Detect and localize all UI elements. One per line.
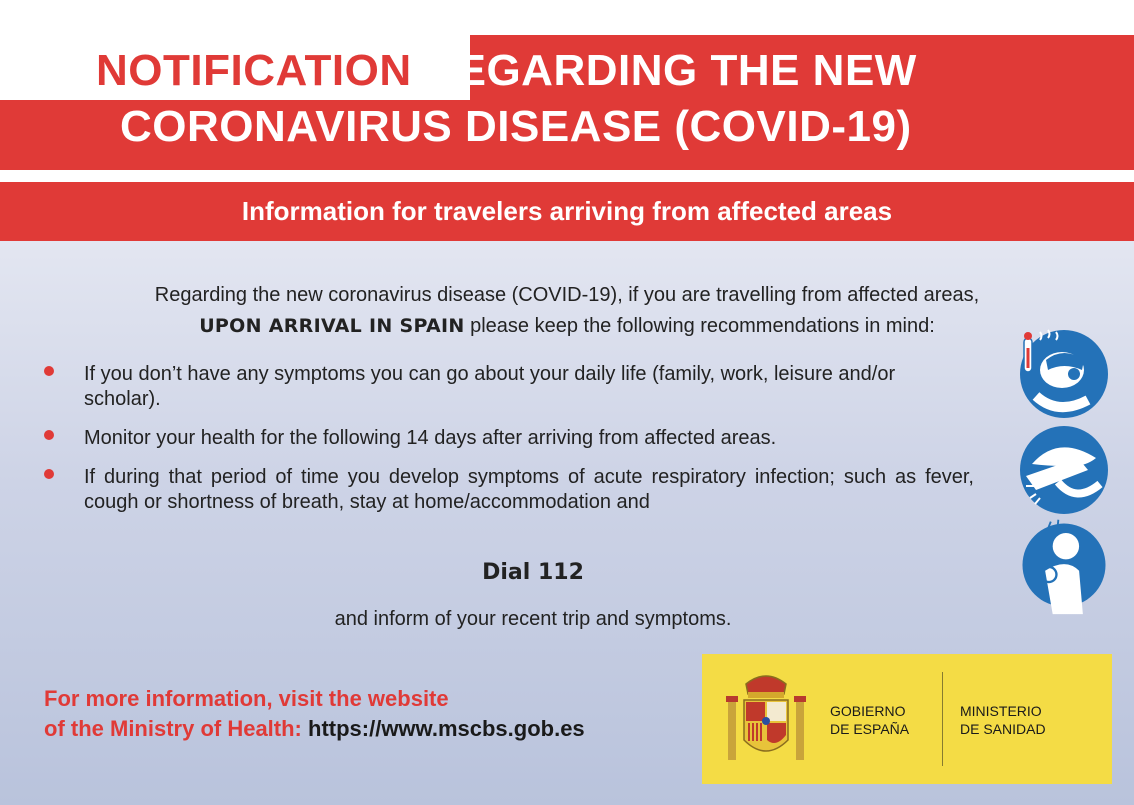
more-info-line1: For more information, visit the website bbox=[44, 686, 449, 711]
intro-line2 bbox=[40, 311, 1094, 342]
intro-line2-rest: please keep the following recommendations in mind: bbox=[464, 315, 935, 337]
list-item: If during that period of time you develop symptoms of acute respiratory infection; such as fever, cough or shortness of breath, stay at home/accommodation and bbox=[44, 465, 974, 515]
subtitle-banner bbox=[0, 182, 1134, 241]
bullet-dot bbox=[44, 430, 54, 440]
list-item: Monitor your health for the following 14 days after arriving from affected areas. bbox=[44, 426, 974, 451]
gobierno-label: GOBIERNO DE ESPAÑA bbox=[830, 703, 910, 737]
bullet-dot bbox=[44, 366, 54, 376]
top-white-strip bbox=[0, 0, 1134, 35]
cough-icon bbox=[1018, 424, 1110, 524]
inform-text: and inform of your recent trip and symptoms. bbox=[334, 608, 732, 630]
logo-divider bbox=[942, 672, 943, 766]
fever-icon bbox=[1018, 326, 1110, 426]
more-info bbox=[44, 684, 585, 744]
coat-of-arms-icon bbox=[724, 670, 808, 770]
bullet-dot bbox=[44, 469, 54, 479]
recommendations-list bbox=[44, 362, 974, 529]
title-highlight: NOTIFICATION bbox=[96, 46, 412, 95]
ministerio-label: MINISTERIO DE SANIDAD bbox=[960, 703, 1046, 737]
page-title-line1 bbox=[96, 46, 917, 96]
intro-emphasis: UPON ARRIVAL IN SPAIN bbox=[199, 315, 465, 337]
intro-line1: Regarding the new coronavirus disease (COVID-19), if you are travelling from affected areas, bbox=[154, 284, 980, 306]
more-info-line2: of the Ministry of Health: https://www.mscbs.gob.es bbox=[44, 716, 585, 741]
title-rest: REGARDING THE NEW bbox=[424, 46, 917, 95]
intro-text bbox=[40, 280, 1094, 342]
separator bbox=[0, 170, 1134, 182]
government-logo-block bbox=[702, 654, 1112, 784]
ministry-website-link[interactable]: https://www.mscbs.gob.es bbox=[308, 716, 585, 741]
subtitle: Information for travelers arriving from affected areas bbox=[241, 196, 893, 226]
list-item: If you don’t have any symptoms you can go about your daily life (family, work, leisure and/or scholar). bbox=[44, 362, 974, 412]
page-title-line2: CORONAVIRUS DISEASE (COVID-19) bbox=[120, 102, 912, 151]
shortness-of-breath-icon bbox=[1018, 516, 1110, 616]
dial-number: Dial 112 bbox=[482, 560, 584, 585]
